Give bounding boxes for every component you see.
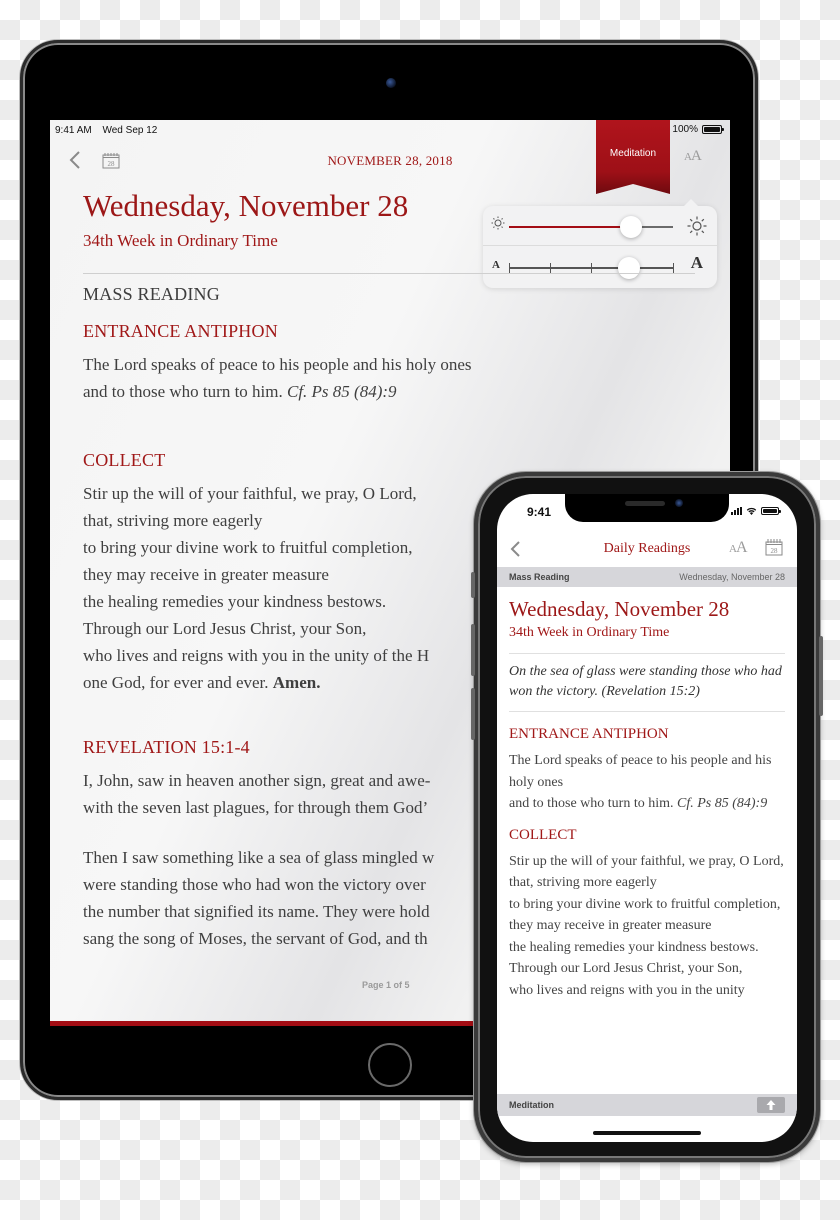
meditation-ribbon-button[interactable] [596,120,670,194]
text-line: that, striving more eagerly [509,875,657,891]
divider [509,653,785,654]
calendar-icon [765,538,783,556]
section-label: Mass Reading [509,572,570,582]
speaker-grille [625,501,665,506]
text-line: who lives and reigns with you in the unity [509,982,745,998]
day-title: Wednesday, November 28 [509,597,730,621]
entrance-antiphon-text [83,351,703,405]
arrow-up-icon [757,1097,785,1113]
text-line: Then I saw something like a sea of glass mingled w [83,848,435,867]
notch [565,494,729,522]
font-large-glyph: A [690,148,701,164]
volume-up-button [471,624,475,676]
section-date: Wednesday, November 28 [679,572,785,582]
status-time: 9:41 [527,505,552,519]
divider [83,273,695,274]
revelation-heading: REVELATION 15:1-4 [83,737,250,757]
day-title: Wednesday, November 28 [83,188,409,223]
font-size-small-label: A [492,259,500,271]
text-line: sang the song of Moses, the servant of God, and th [83,929,428,948]
section-subbar [497,567,797,587]
battery-percent: 100% [672,124,698,135]
text-line: one God, for ever and ever. Amen. [83,673,321,692]
font-settings-button[interactable] [729,539,747,557]
nav-title: Daily Readings [603,541,691,556]
home-button[interactable] [368,1043,412,1087]
collect-heading: COLLECT [509,826,577,843]
text-line: they may receive in greater measure [83,565,329,584]
text-line: the healing remedies your kindness bestows. [83,592,387,611]
font-size-large-label: A [690,253,703,272]
text-line: the healing remedies your kindness bestows. [509,939,759,955]
status-date: Wed Sep 12 [102,125,158,136]
font-large-glyph: A [735,539,747,556]
text-line: and to those who turn to him. Cf. Ps 85 (84):9 [83,382,397,401]
iphone-device [474,472,820,1162]
battery-icon [702,125,722,134]
liturgical-week: 34th Week in Ordinary Time [83,231,278,250]
font-settings-button[interactable] [684,148,708,168]
font-small-glyph: A [729,543,736,555]
status-icons [731,507,779,515]
iphone-reading-content [509,598,789,1001]
svg-text:28: 28 [770,547,778,555]
cellular-signal-icon [731,507,742,515]
collect-heading: COLLECT [83,450,166,470]
text-line: The Lord speaks of peace to his people and his holy ones [509,753,772,790]
liturgical-week: 34th Week in Ordinary Time [509,625,670,641]
text-line: Stir up the will of your faithful, we pray, O Lord, [83,484,417,503]
expand-up-button[interactable] [757,1097,785,1113]
entrance-antiphon-text [509,750,789,815]
text-line: with the seven last plagues, for through them God’ [83,798,429,817]
text-line: The Lord speaks of peace to his people and his holy ones [83,355,472,374]
power-button [819,636,823,716]
mute-switch [471,572,475,598]
iphone-nav-bar [497,532,797,568]
divider [509,711,785,712]
text-line: and to those who turn to him. Cf. Ps 85 (84):9 [509,796,768,812]
volume-down-button [471,688,475,740]
status-time: 9:41 AM [55,125,92,136]
text-line: Through our Lord Jesus Christ, your Son, [509,961,743,977]
mass-reading-heading: MASS READING [83,284,220,304]
meditation-bottom-bar [497,1094,797,1116]
battery-icon [761,507,779,515]
text-line: Stir up the will of your faithful, we pray, O Lord, [509,853,784,869]
amen: Amen. [272,673,321,692]
text-line: who lives and reigns with you in the unity of the H [83,646,430,665]
text-line: were standing those who had won the victory over [83,875,426,894]
meditation-quote: On the sea of glass were standing those who had won the victory. (Revelation 15:2) [509,664,782,700]
text-line: I, John, saw in heaven another sign, great and awe- [83,771,431,790]
meditation-link[interactable]: Meditation [509,1100,554,1110]
collect-text [509,851,789,1002]
entrance-antiphon-heading: ENTRANCE ANTIPHON [83,321,278,341]
text-line: Through our Lord Jesus Christ, your Son, [83,619,367,638]
home-indicator[interactable] [593,1131,701,1135]
ipad-camera [386,78,396,88]
font-small-glyph: A [684,151,691,163]
date-title: NOVEMBER 28, 2018 [327,153,453,168]
ribbon-label: Meditation [609,148,657,159]
svg-text:28: 28 [107,160,115,168]
text-line: the number that signified its name. They were hold [83,902,430,921]
text-line: to bring your divine work to fruitful completion, [509,896,781,912]
page-indicator: Page 1 of 5 [362,980,410,990]
front-camera [675,499,683,507]
wifi-icon [746,507,757,515]
text-line: they may receive in greater measure [509,918,712,934]
citation: Cf. Ps 85 (84):9 [286,382,397,401]
iphone-screen [497,494,797,1142]
entrance-antiphon-heading: ENTRANCE ANTIPHON [509,726,669,743]
citation: Cf. Ps 85 (84):9 [677,796,768,812]
text-line: to bring your divine work to fruitful completion, [83,538,413,557]
text-line: that, striving more eagerly [83,511,263,530]
calendar-button[interactable] [765,538,783,556]
